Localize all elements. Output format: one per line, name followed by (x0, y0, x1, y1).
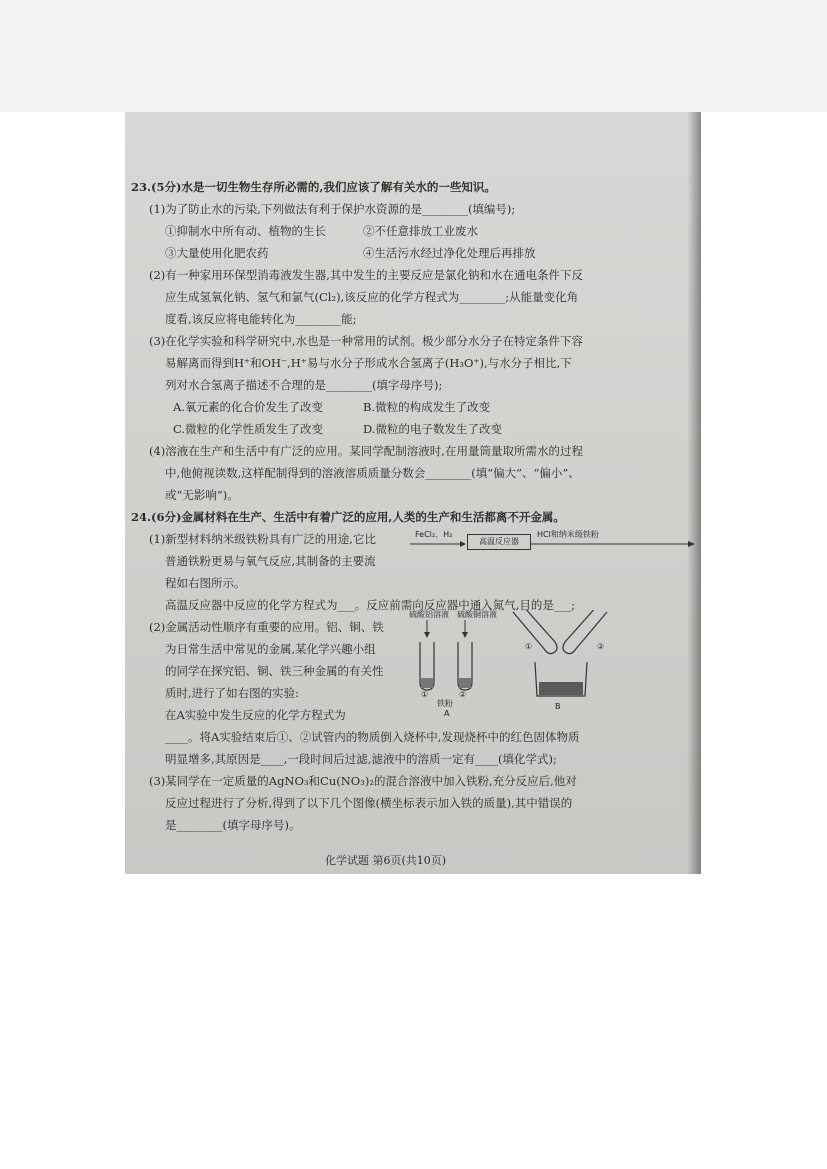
q23-part3-option-b: B.微粒的构成发生了改变 (363, 400, 491, 414)
top-margin-band (0, 0, 827, 112)
q24-part3-line1: (3)某同学在一定质量的AgNO₃和Cu(NO₃)₂的混合溶液中加入铁粉,充分反应后,他对 (149, 774, 577, 788)
q24-part2-line3: 的同学在探究铝、铜、铁三种金属的有关性 (165, 664, 384, 678)
exam-page-photo (125, 112, 701, 874)
q24-part3-line2: 反应过程进行了分析,得到了以下几个图像(横坐标表示加入铁的质量),其中错误的 (165, 796, 573, 810)
q23-part2-line2: 应生成氢氧化钠、氢气和氯气(Cl₂),该反应的化学方程式为________;从能量变化角 (165, 290, 579, 304)
page-edge-shadow (687, 112, 701, 874)
q24-part2-line5: 在A实验中发生反应的化学方程式为 (165, 708, 346, 722)
q23-part1-option4: ④生活污水经过净化处理后再排放 (363, 246, 536, 260)
q24-part2-line4: 质时,进行了如右图的实验: (165, 686, 300, 700)
q23-part3-option-d: D.微粒的电子数发生了改变 (363, 422, 502, 436)
fig-b-apparatus (505, 610, 615, 700)
q23-heading: 23.(5分)水是一切生物生存所必需的,我们应该了解有关水的一些知识。 (131, 180, 496, 194)
q23-part3-line1: (3)在化学实验和科学研究中,水也是一种常用的试剂。极少部分水分子在特定条件下容 (149, 334, 583, 348)
q23-part3-option-c: C.微粒的化学性质发生了改变 (173, 422, 324, 436)
q23-part2-line1: (2)有一种家用环保型消毒液发生器,其中发生的主要反应是氯化钠和水在通电条件下反 (149, 268, 583, 282)
q24-part1-line4: 高温反应器中反应的化学方程式为___。反应前需向反应器中通入氮气,目的是___; (165, 598, 576, 612)
fig-a-solution2-label: 硫酸铜溶液 (457, 610, 497, 619)
flow-output-label: HCl和纳米级铁粉 (537, 530, 599, 539)
q24-part2-line6: ____。将A实验结束后①、②试管内的物质倒入烧杯中,发现烧杯中的红色固体物质 (165, 730, 580, 744)
q24-part2-line1: (2)金属活动性顺序有重要的应用。铝、铜、铁 (149, 620, 384, 634)
fig-b-tube1-number: ① (525, 642, 533, 651)
fig-a-label: A (444, 709, 450, 718)
fig-a-tube2-number: ② (459, 690, 467, 699)
q23-part1-option3: ③大量使用化肥农药 (165, 246, 269, 260)
q24-part2-line2: 为日常生活中常见的金属,某化学兴趣小组 (165, 642, 376, 656)
q23-part3-line3: 列对水合氢离子描述不合理的是________(填字母序号); (165, 378, 443, 392)
fig-a-tube1-number: ① (421, 690, 429, 699)
q23-part1: (1)为了防止水的污染,下列做法有利于保护水资源的是________(填编号); (149, 202, 516, 216)
q23-part3-option-a: A.氧元素的化合价发生了改变 (173, 400, 323, 414)
fig-b-label: B (555, 702, 561, 711)
fig-b-tube2-number: ② (597, 642, 605, 651)
q23-part4-line2: 中,他俯视读数,这样配制得到的溶液溶质质量分数会________(填“偏大”、“偏小”、 (165, 466, 580, 480)
q23-part2-line3: 度看,该反应将电能转化为________能; (165, 312, 357, 326)
flow-reactor-box: 高温反应器 (467, 534, 531, 550)
q24-part2-line7: 明显增多,其原因是____,一段时间后过滤,滤液中的溶质一定有____(填化学式); (165, 752, 557, 766)
q24-part3-line3: 是________(填字母序号)。 (165, 818, 301, 832)
q24-part1-line3: 程如右图所示。 (165, 576, 246, 590)
q23-part1-option2: ②不任意排放工业废水 (363, 224, 478, 238)
q24-part1-line2: 普通铁粉更易与氧气反应,其制备的主要流 (165, 554, 376, 568)
fig-a-iron-powder-label: 铁粉 (437, 699, 453, 708)
q23-part4-line1: (4)溶液在生产和生活中有广泛的应用。某同学配制溶液时,在用量筒量取所需水的过程 (149, 444, 583, 458)
q24-part1-line1: (1)新型材料纳米级铁粉具有广泛的用途,它比 (149, 532, 376, 546)
q23-part4-line3: 或“无影响”)。 (165, 488, 239, 502)
fig-a-solution1-label: 硫酸铝溶液 (409, 610, 449, 619)
q23-part3-line2: 易解离而得到H⁺和OH⁻,H⁺易与水分子形成水合氢离子(H₃O⁺),与水分子相比,下 (165, 356, 572, 370)
q23-part1-option1: ①抑制水中所有动、植物的生长 (165, 224, 326, 238)
page-footer: 化学试题 第6页(共10页) (325, 854, 447, 867)
q24-heading: 24.(6分)金属材料在生产、生活中有着广泛的应用,人类的生产和生活都离不开金属。 (131, 510, 565, 524)
flow-input-label: FeCl₂、H₂ (415, 530, 453, 539)
